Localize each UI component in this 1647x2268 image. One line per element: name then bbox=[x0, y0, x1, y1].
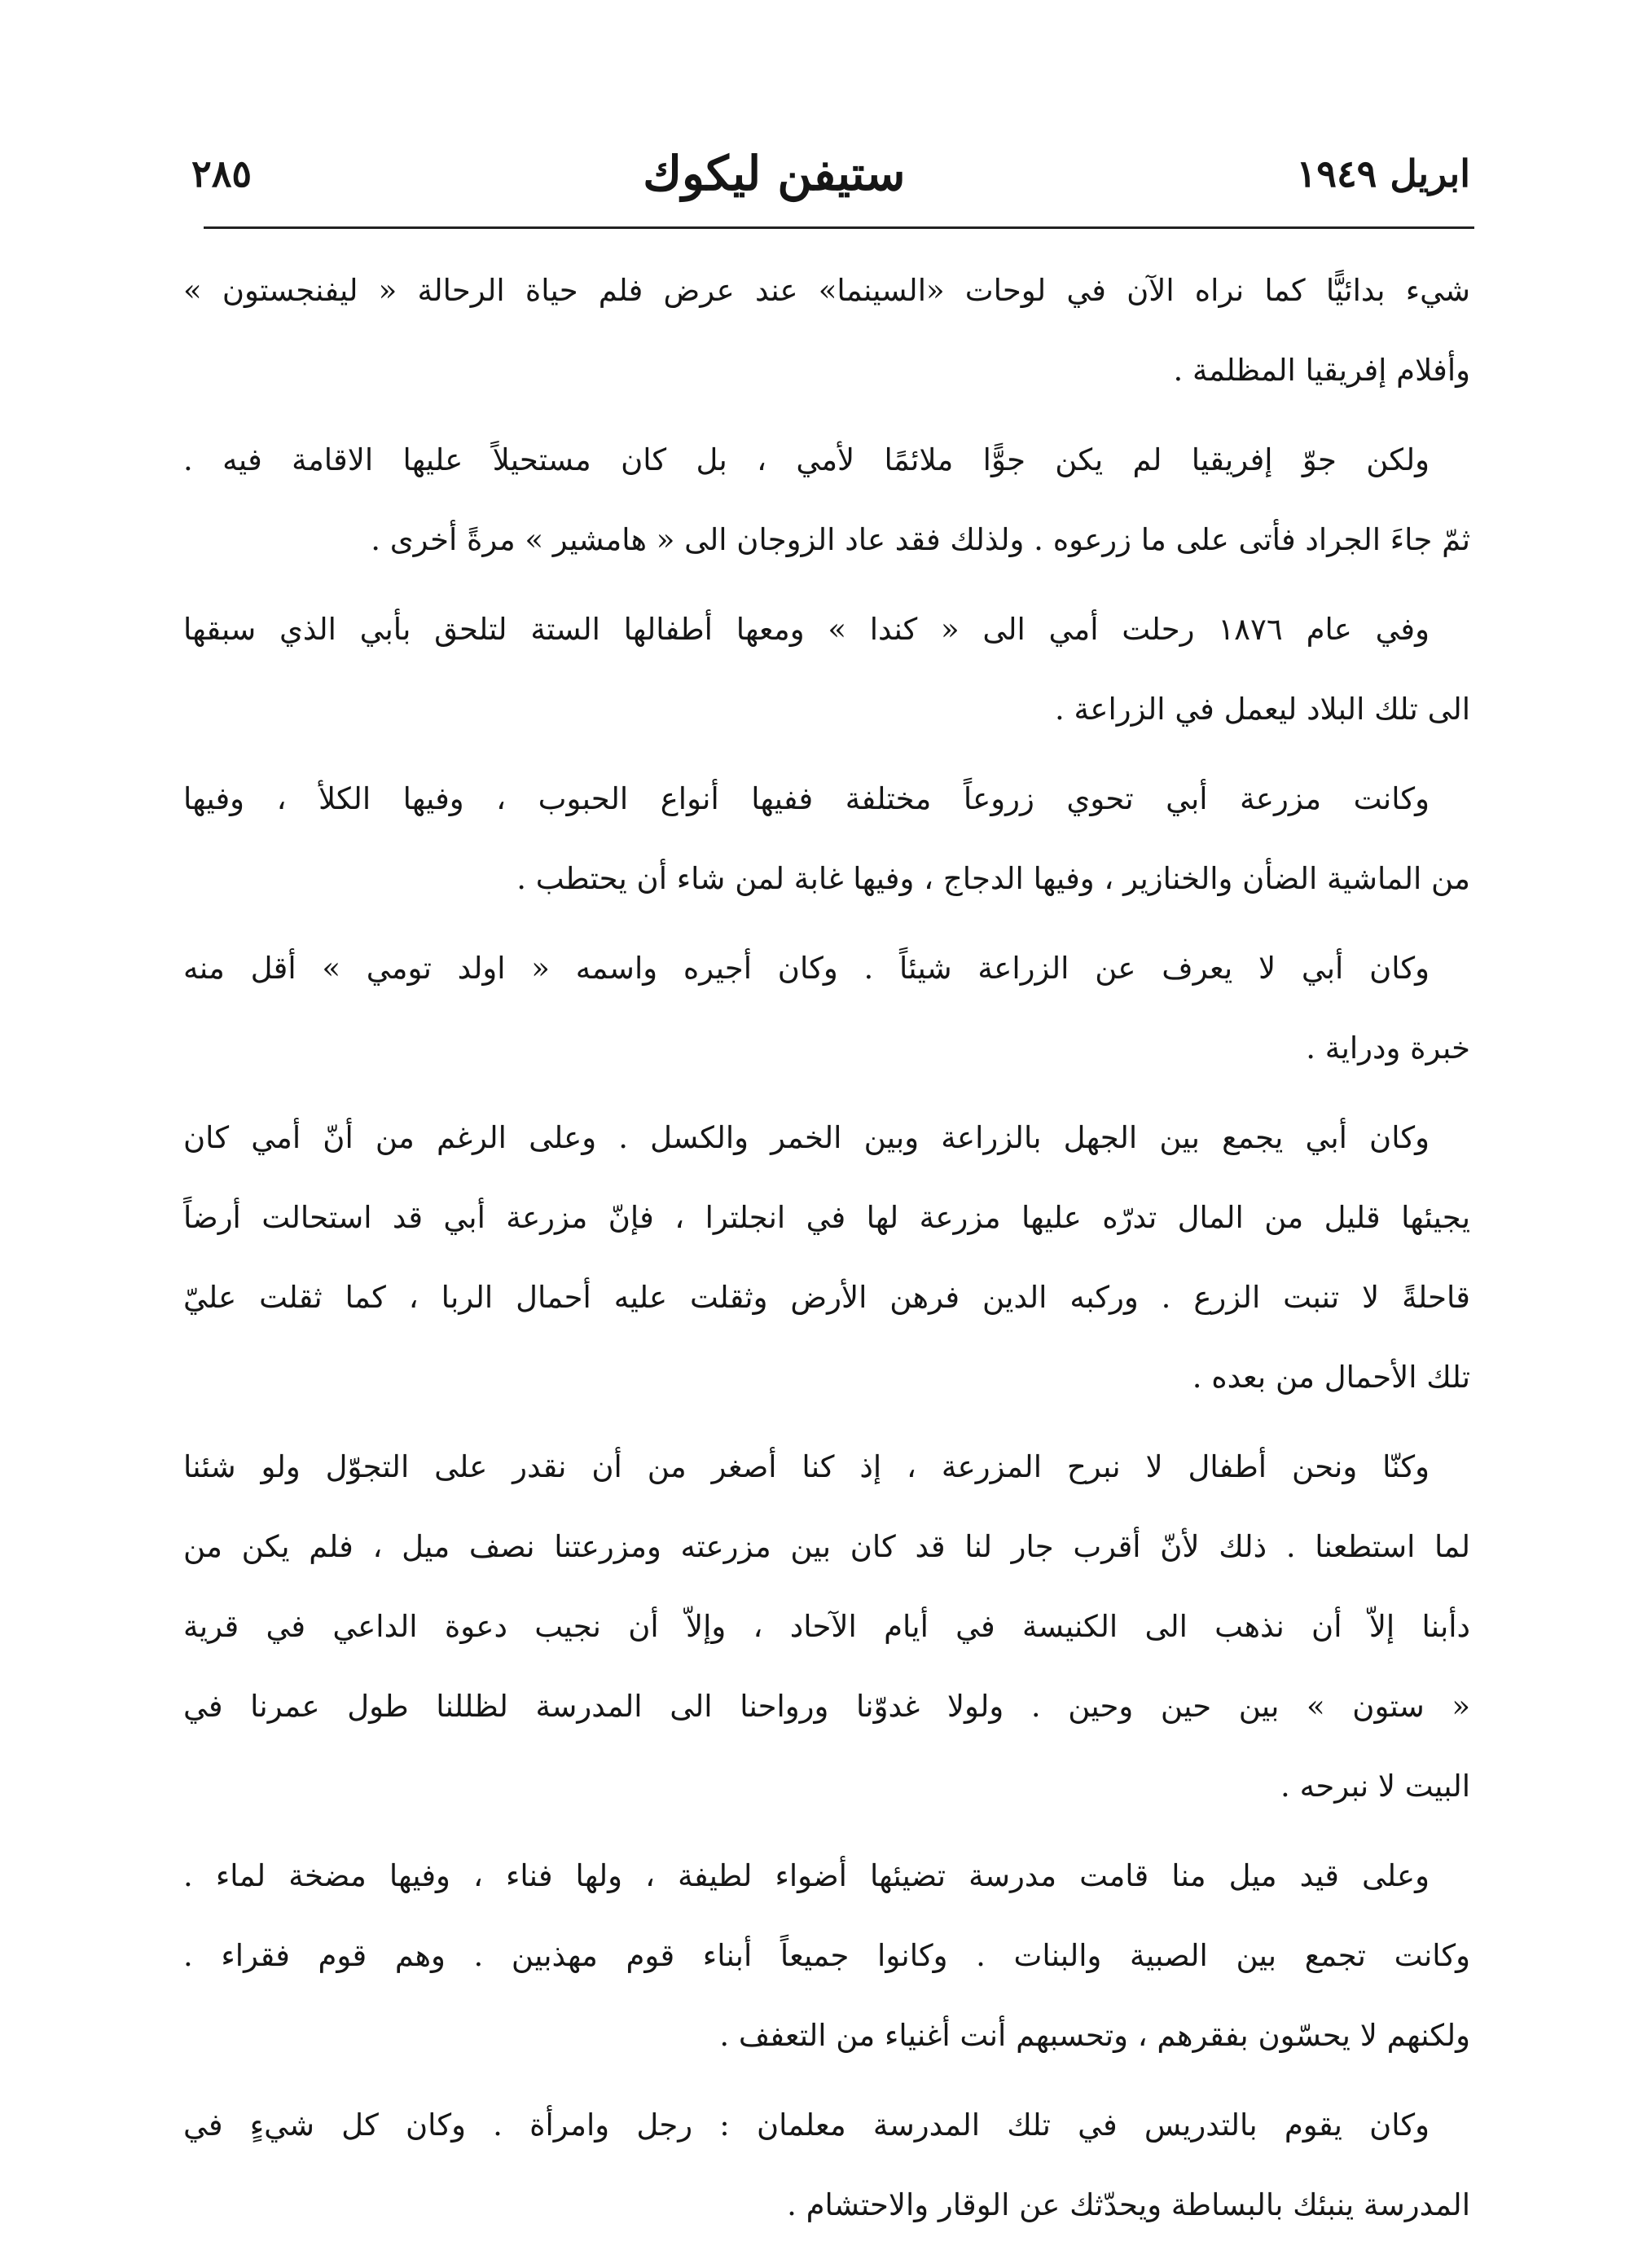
text-line: البيت لا نبرحه . bbox=[1280, 1769, 1470, 1804]
paragraph bbox=[183, 420, 1470, 580]
chapter-title: ستيفن ليكوك bbox=[643, 146, 906, 201]
paragraph bbox=[183, 251, 1470, 411]
text-line: لما استطعنا . ذلك لأنّ أقرب جار لنا قد كان بين مزرعته ومزرعتنا نصف ميل ، فلم يكن من bbox=[183, 1529, 1470, 1564]
text-line: وكانت تجمع بين الصبية والبنات . وكانوا جميعاً أبناء قوم مهذبين . وهم قوم فقراء . bbox=[183, 1938, 1470, 1973]
text-line: تلك الأحمال من بعده . bbox=[1192, 1360, 1470, 1395]
paragraph bbox=[183, 1098, 1470, 1418]
text-line: « ستون » بين حين وحين . ولولا غدوّنا ورواحنا الى المدرسة لظللنا طول عمرنا في bbox=[183, 1689, 1470, 1724]
paragraph bbox=[183, 1427, 1470, 1826]
text-line: قاحلةً لا تنبت الزرع . وركبه الدين فرهن الأرض وثقلت عليه أحمال الربا ، كما ثقلت عليّ bbox=[183, 1280, 1470, 1315]
text-line: وكان أبي يجمع بين الجهل بالزراعة وبين الخمر والكسل . وعلى الرغم من أنّ أمي كان bbox=[183, 1120, 1430, 1155]
text-line: وكان يقوم بالتدريس في تلك المدرسة معلمان : رجل وامرأة . وكان كل شيءٍ في bbox=[183, 2108, 1430, 2143]
paragraph bbox=[183, 929, 1470, 1088]
text-line: المدرسة ينبئك بالبساطة ويحدّثك عن الوقار والاحتشام . bbox=[787, 2187, 1470, 2222]
text-line: وكانت مزرعة أبي تحوي زروعاً مختلفة ففيها أنواع الحبوب ، وفيها الكلأ ، وفيها bbox=[183, 781, 1430, 816]
paragraph bbox=[183, 1836, 1470, 2076]
text-line: وأفلام إفريقيا المظلمة . bbox=[1173, 353, 1470, 388]
paragraph bbox=[183, 759, 1470, 919]
text-line: ثمّ جاءَ الجراد فأتى على ما زرعوه . ولذلك فقد عاد الزوجان الى « هامشير » مرةً أخرى . bbox=[371, 522, 1470, 557]
text-line: يجيئها قليل من المال تدرّه عليها مزرعة لها في انجلترا ، فإنّ مزرعة أبي قد استحالت أرضاً bbox=[183, 1200, 1470, 1235]
text-line: دأبنا إلاّ أن نذهب الى الكنيسة في أيام الآحاد ، وإلاّ أن نجيب دعوة الداعي في قرية bbox=[183, 1609, 1470, 1644]
text-line: الى تلك البلاد ليعمل في الزراعة . bbox=[1055, 692, 1470, 727]
paragraph bbox=[183, 2086, 1470, 2245]
text-line: خبرة ودراية . bbox=[1306, 1031, 1470, 1066]
text-line: وفي عام ١٨٧٦ رحلت أمي الى « كندا » ومعها أطفالها الستة لتلحق بأبي الذي سبقها bbox=[183, 612, 1430, 647]
running-header bbox=[191, 137, 1470, 210]
text-line: من الماشية الضأن والخنازير ، وفيها الدجاج ، وفيها غابة لمن شاء أن يحتطب . bbox=[516, 861, 1470, 896]
text-line: وكان أبي لا يعرف عن الزراعة شيئاً . وكان أجيره واسمه « اولد تومي » أقل منه bbox=[183, 951, 1430, 986]
text-line: ولكن جوّ إفريقيا لم يكن جوًّا ملائمًا لأمي ، بل كان مستحيلاً عليها الاقامة فيه . bbox=[183, 442, 1430, 477]
issue-date: ابريل ١٩٤٩ bbox=[1296, 152, 1470, 196]
text-line: ولكنهم لا يحسّون بفقرهم ، وتحسبهم أنت أغنياء من التعفف . bbox=[719, 2018, 1470, 2053]
text-line: وعلى قيد ميل منا قامت مدرسة تضيئها أضواء لطيفة ، ولها فناء ، وفيها مضخة لماء . bbox=[183, 1858, 1430, 1893]
paragraph bbox=[183, 590, 1470, 749]
text-line: وكنّا ونحن أطفال لا نبرح المزرعة ، إذ كنا أصغر من أن نقدر على التجوّل ولو شئنا bbox=[183, 1449, 1430, 1484]
text-line: شيء بدائيًّا كما نراه الآن في لوحات «السينما» عند عرض فلم حياة الرحالة « ليفنجستون » bbox=[183, 273, 1470, 308]
header-rule bbox=[204, 226, 1474, 229]
page-body bbox=[183, 251, 1470, 2222]
page-number: ٢٨٥ bbox=[191, 152, 253, 196]
